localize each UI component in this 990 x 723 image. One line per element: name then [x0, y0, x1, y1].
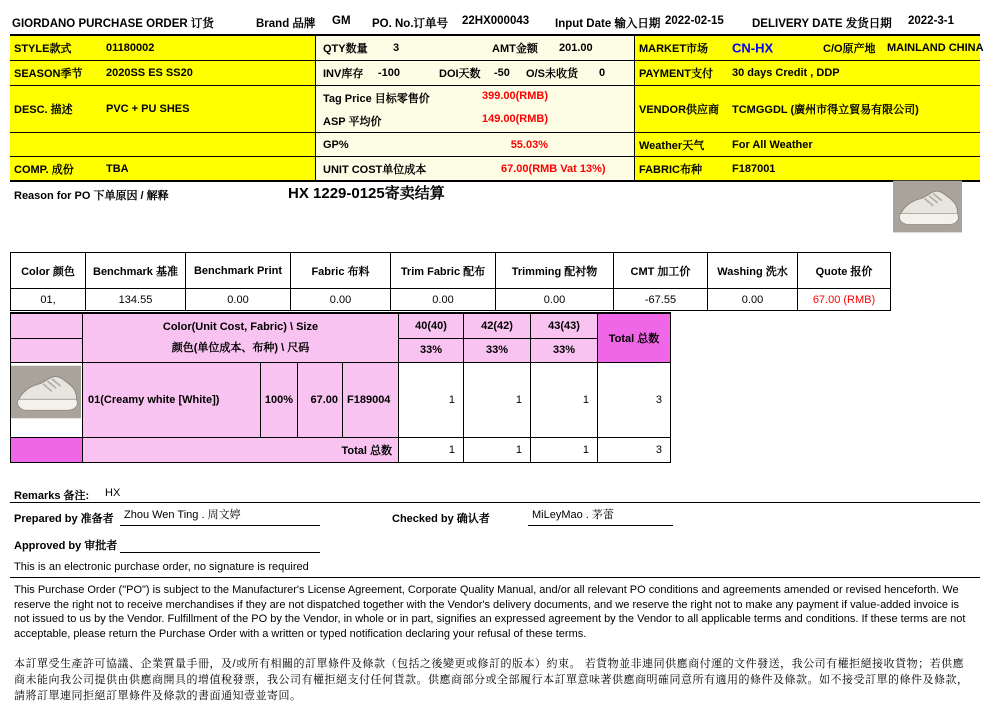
order-info-grid	[10, 36, 984, 182]
market-value: CN-HX	[732, 40, 774, 56]
payment-value: 30 days Credit , DDP	[732, 67, 840, 79]
col-quote: Quote 报价	[798, 253, 891, 289]
total-size-43: 1	[531, 437, 598, 462]
gp-value: 55.03%	[510, 138, 548, 151]
size-43-percent: 33%	[531, 338, 598, 362]
vendor-value: TCMGGDL (廣州市得立貿易有限公司)	[732, 104, 919, 116]
document-title: GIORDANO PURCHASE ORDER 订货	[12, 18, 214, 30]
checked-by-signature	[528, 506, 673, 526]
cell-trim-fabric: 0.00	[391, 289, 496, 311]
total-size-40: 1	[399, 437, 464, 462]
brand-value: GM	[332, 15, 351, 27]
qty-size-42: 1	[464, 362, 531, 437]
cost-breakdown-table	[10, 252, 891, 311]
cell-benchmark-print: 0.00	[186, 289, 291, 311]
delivery-date-label: DELIVERY DATE 发货日期	[752, 18, 892, 30]
unit-cost-value: 67.00(RMB Vat 13%)	[501, 162, 606, 175]
cell-quote: 67.00 (RMB)	[798, 289, 891, 311]
tag-price-label: Tag Price 目标零售价	[323, 93, 430, 105]
gp-row	[10, 133, 980, 157]
comp-row	[10, 157, 980, 182]
qty-size-40: 1	[399, 362, 464, 437]
colorway-unit-cost: 67.00	[298, 362, 343, 437]
style-value: 01180002	[106, 42, 155, 54]
col-fabric: Fabric 布料	[291, 253, 391, 289]
size-42-percent: 33%	[464, 338, 531, 362]
season-label: SEASON季节	[14, 68, 83, 80]
country-origin-label: C/O原产地	[823, 43, 876, 55]
cost-table-header-row	[11, 253, 891, 289]
size-40-header: 40(40)	[399, 313, 464, 338]
weather-value: For All Weather	[732, 138, 813, 151]
remarks-value: HX	[105, 487, 121, 499]
cost-table-data-row	[11, 289, 891, 311]
input-date-label: Input Date 输入日期	[555, 18, 661, 30]
grand-total: 3	[598, 437, 671, 462]
weather-label: Weather天气	[639, 139, 705, 152]
checked-by-value: MiLeyMao . 茅蕾	[532, 509, 614, 521]
cell-benchmark: 134.55	[86, 289, 186, 311]
os-value: 0	[599, 67, 606, 79]
inv-label: INV库存	[323, 68, 364, 80]
size-42-header: 42(42)	[464, 313, 531, 338]
col-washing: Washing 洗水	[708, 253, 798, 289]
comp-value: TBA	[106, 162, 129, 175]
col-color: Color 颜色	[11, 253, 86, 289]
total-size-42: 1	[464, 437, 531, 462]
desc-label: DESC. 描述	[14, 104, 73, 116]
amt-value: 201.00	[559, 42, 593, 54]
cell-color: 01,	[11, 289, 86, 311]
total-row	[11, 437, 671, 462]
color-size-header: Color(Unit Cost, Fabric) \ Size 颜色(单位成本、布种) \ 尺码	[83, 313, 399, 362]
style-row	[10, 36, 984, 61]
electronic-note: This is an electronic purchase order, no signature is required	[14, 561, 309, 573]
size-43-header: 43(43)	[531, 313, 598, 338]
remarks-label: Remarks 备注:	[14, 490, 90, 502]
cell-cmt: -67.55	[614, 289, 708, 311]
payment-label: PAYMENT支付	[639, 68, 713, 80]
comp-label: COMP. 成份	[14, 163, 74, 176]
top-header	[10, 8, 980, 36]
po-number-value: 22HX000043	[462, 15, 530, 27]
fabric-label: FABRIC布种	[639, 163, 702, 176]
delivery-date-value: 2022-3-1	[908, 15, 955, 27]
sneaker-photo-icon	[11, 363, 81, 421]
reason-label: Reason for PO 下单原因 / 解释	[14, 190, 169, 202]
po-number-label: PO. No.订单号	[372, 18, 449, 30]
terms-chinese: 本訂單受生產許可協議、企業質量手冊，及/或所有相關的訂單條件及條款（包括之後變更或修訂的版本）約束。 若貨物並非連同供應商付運的文件發送，我公司有權拒絕接收貨物；若供應商未能向我公司提供由供應商開具的增值稅發票，我公司有權拒絕支付任何貨款。供應商部分或全部履行本訂單意味著供應商明確同意所有適用的條件及條款。如不接受訂單的條件及條款，請將訂單連同拒絕訂單條件及條款的書面通知壹並寄回。	[14, 658, 969, 702]
cell-washing: 0.00	[708, 289, 798, 311]
inv-value: -100	[378, 67, 401, 79]
fabric-value: F187001	[732, 162, 776, 175]
style-label: STYLE款式	[14, 43, 72, 55]
col-benchmark: Benchmark 基准	[86, 253, 186, 289]
image-column-header	[11, 313, 83, 338]
season-value: 2020SS ES SS20	[106, 67, 193, 79]
cell-trimming: 0.00	[496, 289, 614, 311]
unit-cost-label: UNIT COST单位成本	[323, 163, 427, 176]
size-header-row-1	[11, 313, 671, 338]
amt-label: AMT金额	[492, 43, 538, 55]
country-origin-value: MAINLAND CHINA	[887, 42, 984, 54]
colorway-photo-cell	[11, 362, 83, 437]
approved-by-signature	[120, 533, 320, 553]
product-photo	[893, 180, 962, 233]
col-trim-fabric: Trim Fabric 配布	[391, 253, 496, 289]
approved-by-label: Approved by 审批者	[14, 540, 118, 552]
size-40-percent: 33%	[399, 338, 464, 362]
total-column-header: Total 总数	[598, 313, 671, 362]
col-benchmark-print: Benchmark Print	[186, 253, 291, 289]
sneaker-photo-icon	[893, 180, 962, 233]
prepared-by-value: Zhou Wen Ting . 周文婷	[124, 509, 241, 521]
doi-value: -50	[494, 67, 510, 79]
colorway-name: 01(Creamy white [White])	[83, 362, 261, 437]
desc-value: PVC + PU SHES	[106, 103, 190, 115]
total-row-label: Total 总数	[83, 437, 399, 462]
doi-label: DOI天数	[439, 68, 481, 80]
divider-line	[10, 577, 980, 578]
colorway-percent: 100%	[261, 362, 298, 437]
colorway-fabric-code: F189004	[343, 362, 399, 437]
terms-english: This Purchase Order ("PO") is subject to the Manufacturer's License Agreement, Corporate Quality Manual, and/or all relevant PO conditions and agreements amended or revised henceforth. We reserve the right not to receive merchandises if they are not dispatched together with the Vendor's delivery documents, and we reserve the right not to make any payment if value-added invoice is not issued to us by the Vendor. Fulfillment of the PO by the Vendor, in whole or in part, signifies an expressed agreement by the Vendor to all applicable terms and conditions. If these terms are not acceptable, please return the Purchase Order with a written or typed notification declaring your refusal of these terms.	[14, 584, 966, 640]
market-label: MARKET市场	[639, 43, 709, 55]
qty-size-43: 1	[531, 362, 598, 437]
colorway-row	[11, 362, 671, 437]
tag-price-value: 399.00(RMB)	[481, 90, 548, 102]
input-date-value: 2022-02-15	[665, 15, 724, 27]
col-trimming: Trimming 配衬物	[496, 253, 614, 289]
po-reason-title: HX 1229-0125寄卖结算	[288, 185, 445, 202]
divider-line	[10, 502, 980, 503]
qty-value: 3	[393, 42, 400, 54]
prepared-by-label: Prepared by 准备者	[14, 513, 114, 525]
vendor-label: VENDOR供应商	[639, 104, 720, 116]
asp-label: ASP 平均价	[323, 116, 382, 128]
brand-label: Brand 品牌	[256, 18, 316, 30]
cell-fabric: 0.00	[291, 289, 391, 311]
asp-value: 149.00(RMB)	[481, 113, 548, 125]
col-cmt: CMT 加工价	[614, 253, 708, 289]
prepared-by-signature	[120, 506, 320, 526]
gp-label: GP%	[323, 138, 349, 151]
qty-label: QTY数量	[323, 43, 368, 55]
season-row	[10, 61, 980, 86]
desc-row	[10, 86, 980, 133]
os-label: O/S未收货	[526, 68, 578, 80]
size-quantity-table	[10, 312, 671, 463]
checked-by-label: Checked by 确认者	[392, 513, 490, 525]
qty-row-total: 3	[598, 362, 671, 437]
